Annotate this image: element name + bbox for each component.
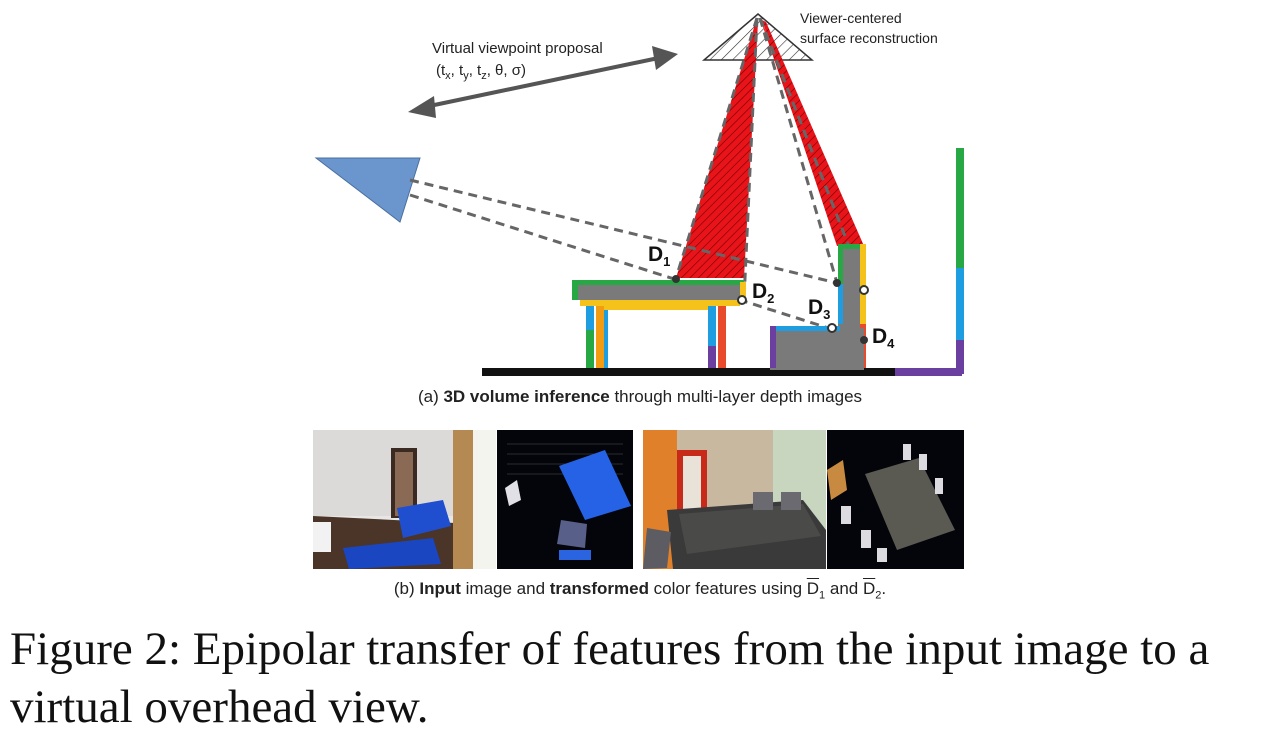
figure-caption: Figure 2: Epipolar transfer of features from the input image to a virtual overhead view. <box>10 623 1210 733</box>
depth-point-4 <box>860 336 868 344</box>
input-image-living-room <box>313 430 496 569</box>
depth-point-3 <box>828 324 836 332</box>
viewpoint-title: Virtual viewpoint proposal <box>432 40 603 57</box>
viewer-label-line1: Viewer-centered <box>800 10 902 26</box>
viewpoint-params: ($t_x$, $t_y$, $t_z$, θ, σ) <box>436 62 526 82</box>
depth-label-1: $D_1$ <box>648 243 671 270</box>
depth-label-3: $D_3$ <box>808 296 831 323</box>
subfigure-b-caption: (b) Input image and transformed color features using $\overline{D}_1$ and $\overline{D}_2$. <box>393 579 887 602</box>
depth-label-4: $D_4$ <box>872 325 895 352</box>
chair-seat <box>770 328 864 370</box>
transformed-features-living-room <box>497 430 633 569</box>
frustum-right-fill <box>762 20 864 246</box>
input-image-meeting-room <box>643 430 826 569</box>
depth-point-1 <box>672 275 680 283</box>
virtual-camera-icon <box>316 158 420 222</box>
depth-label-2: $D_2$ <box>752 280 775 307</box>
viewer-label-line2: surface reconstruction <box>800 30 938 46</box>
depth-point-2 <box>738 296 746 304</box>
subfigure-a-caption: (a) 3D volume inference through multi-layer depth images <box>417 387 863 406</box>
transformed-features-meeting-room <box>827 430 964 569</box>
